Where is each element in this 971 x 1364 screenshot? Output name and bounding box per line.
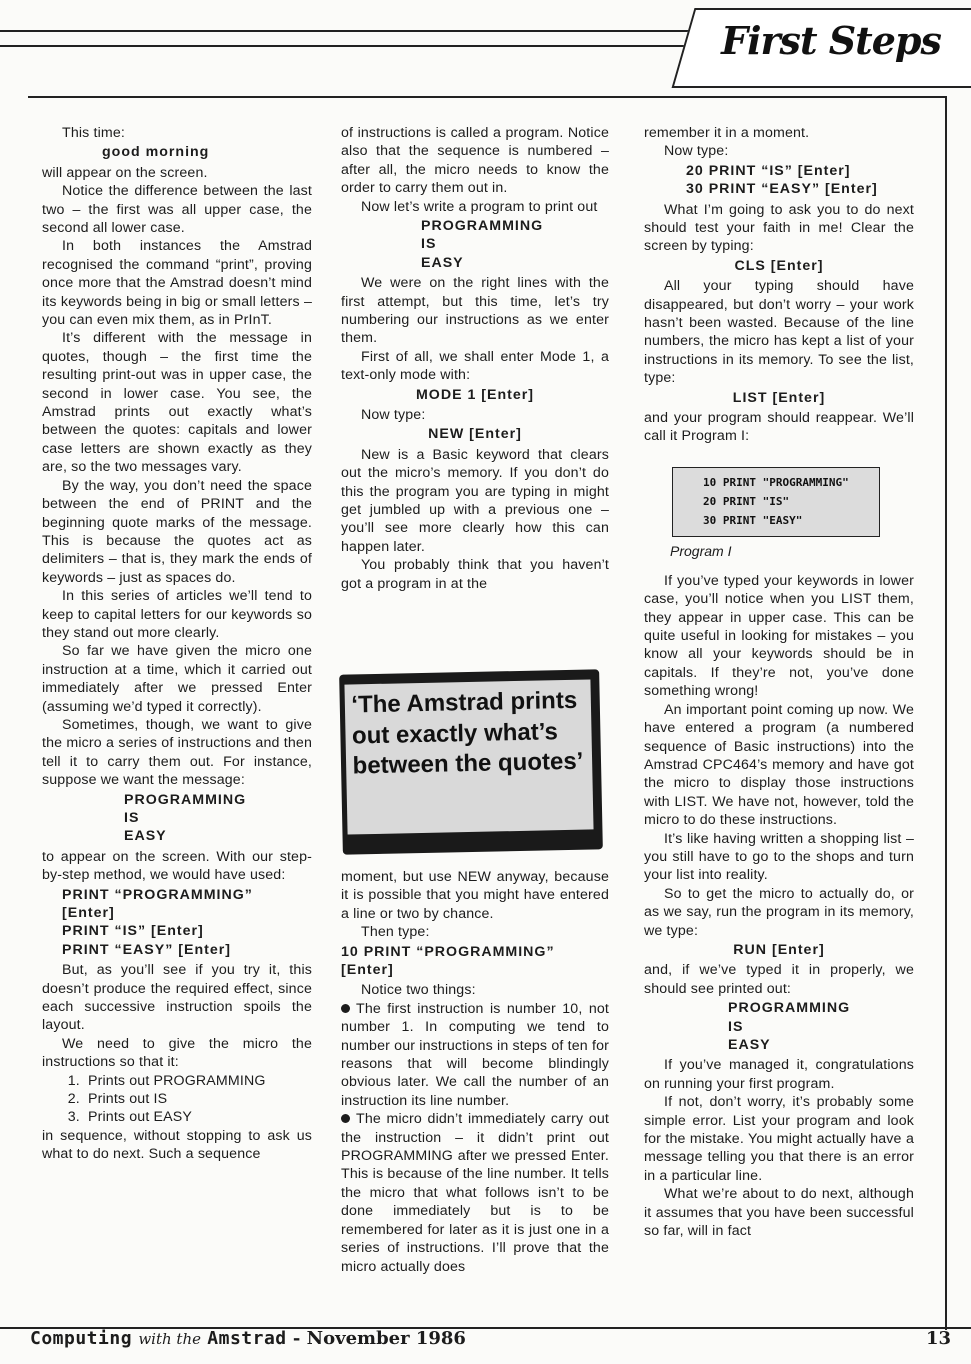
paragraph: In this series of articles we’ll tend to keep to capital letters for our keywords so they stand out more clearly. xyxy=(42,588,312,641)
paragraph: An important point coming up now. We have entered a program (a numbered sequence of Basic instructions) into the Amstrad CPC464’s memory and have got the micro to display those instructions with LIST. We have not, however, told the micro to do these instructions. xyxy=(644,701,914,829)
paragraph: Notice the difference between the last two – the first was all upper case, the second all lower case. xyxy=(42,183,312,237)
code-block xyxy=(644,941,914,959)
code-line: PROGRAMMING xyxy=(124,791,247,808)
code-block xyxy=(644,257,914,275)
numbered-list xyxy=(42,1072,312,1127)
column-2-top xyxy=(341,124,609,593)
paragraph: of instructions is called a program. Notice also that the sequence is numbered – after all, the micro needs to know the order to carry them out in. xyxy=(341,125,609,197)
paragraph: If you’ve managed it, congratulations on running your first program. xyxy=(644,1057,914,1092)
paragraph: It’s like having written a shopping list – you still have to go to the shops and turn your list into reality. xyxy=(644,830,914,884)
paragraph: and your program should reappear. We’ll call it Program I: xyxy=(644,410,914,445)
magazine-name-part2: Amstrad xyxy=(207,1328,287,1349)
paragraph: If not, don’t worry, it’s probably some simple error. List your program and look for the mistake. You might actually have a message telling you that there is an error in a particular line. xyxy=(644,1094,914,1184)
code-line: 30 PRINT “EASY” [Enter] xyxy=(686,181,878,198)
code-line: PRINT “PROGRAMMING” xyxy=(62,886,253,903)
paragraph: So far we have given the micro one instruction at a time, which it carried out immediately after we pressed Enter (assuming we’d typed it correctly). xyxy=(42,643,312,715)
paragraph: Then type: xyxy=(361,924,430,941)
column-3 xyxy=(644,124,914,1240)
listing-line: 10 PRINT "PROGRAMMING" xyxy=(703,476,849,489)
listing-line: 30 PRINT "EASY" xyxy=(703,514,803,527)
paragraph: Now type: xyxy=(361,407,426,424)
code-line: IS xyxy=(728,1018,744,1035)
paragraph: What I’m going to ask you to do next should test your faith in me! Clear the screen by typing: xyxy=(644,201,914,255)
paragraph: We need to give the micro the instructions so that it: xyxy=(42,1035,312,1071)
header-rule-bottom xyxy=(0,45,692,47)
magazine-name-with: with the xyxy=(138,1330,201,1348)
code-line: 10 PRINT “PROGRAMMING” xyxy=(341,943,555,960)
code-block xyxy=(341,217,609,272)
bullet-paragraph xyxy=(341,1110,609,1276)
code-block xyxy=(644,999,914,1054)
code-block xyxy=(42,143,312,161)
paragraph: What we’re about to do next, although it assumes that you have been successful so far, will in fact xyxy=(644,1186,914,1239)
listing-caption: Program I xyxy=(670,543,732,559)
paragraph: First of all, we shall enter Mode 1, a text-only mode with: xyxy=(341,348,609,384)
paragraph: remember it in a moment. xyxy=(644,125,810,141)
bullet-icon xyxy=(341,1114,350,1123)
paragraph: and, if we’ve typed it in properly, we should see printed out: xyxy=(644,962,914,997)
paragraph: to appear on the screen. With our step-by-step method, we would have used: xyxy=(42,848,312,884)
code-line: RUN [Enter] xyxy=(733,941,825,958)
paragraph: All your typing should have disappeared, but don’t worry – your work hasn’t been wasted. Because of the line numbers, the micro has kept a list of your instructions in its memory. To see the list, type: xyxy=(644,278,914,387)
paragraph: New is a Basic keyword that clears out the micro’s memory. If you don’t do this the program you are typing in might get jumbled up with a previous one – you’ll see more clearly how this can happen later. xyxy=(341,446,609,555)
code-line: PROGRAMMING xyxy=(421,218,544,235)
paragraph: in sequence, without stopping to ask us what to do next. Such a sequence xyxy=(42,1127,312,1163)
code-line: CLS [Enter] xyxy=(734,257,824,274)
magazine-name-part1: Computing xyxy=(30,1328,133,1349)
code-block xyxy=(341,386,609,404)
paragraph: Now type: xyxy=(664,143,729,160)
paragraph: If you’ve typed your keywords in lower case, you’ll notice when you LIST them, they appear in upper case. This can be quite useful in looking for mistakes – you know all your keywords should be in capitals. If they’re not, you’ve done something wrong! xyxy=(644,572,914,700)
code-block xyxy=(42,886,312,960)
paragraph: In both instances the Amstrad recognised the command “print”, proving once more that the Amstrad doesn’t mind its keywords being in big or small letters – you can even mix them, as in PrInT. xyxy=(42,238,312,329)
paragraph: Now let’s write a program to print out xyxy=(361,198,598,215)
code-block xyxy=(644,389,914,407)
code-block xyxy=(341,425,609,443)
code-line: good morning xyxy=(102,144,210,161)
footer-masthead xyxy=(30,1328,466,1349)
pull-quote-text: ‘The Amstrad prints out exactly what’s between the quotes’ xyxy=(351,686,584,780)
section-title: First Steps xyxy=(721,18,941,63)
paragraph: Notice two things: xyxy=(361,982,476,999)
paragraph: This time: xyxy=(62,125,125,141)
code-line: EASY xyxy=(124,828,167,845)
paragraph: Sometimes, though, we want to give the micro a series of instructions and then tell it to carry them out. For instance, suppose we want the message: xyxy=(42,716,312,789)
issue-date: - November 1986 xyxy=(292,1328,466,1349)
code-line: LIST [Enter] xyxy=(732,389,826,406)
code-line: EASY xyxy=(421,254,464,271)
code-block xyxy=(341,943,609,980)
code-block xyxy=(644,162,914,199)
paragraph: You probably think that you haven’t got a program in at the xyxy=(341,557,609,592)
code-line: [Enter] xyxy=(62,904,115,921)
bullet-paragraph xyxy=(341,1000,609,1110)
paragraph: But, as you’ll see if you try it, this doesn’t produce the required effect, since each successive instruction spoils the layout. xyxy=(42,962,312,1034)
code-line: EASY xyxy=(728,1036,771,1053)
code-line: PROGRAMMING xyxy=(728,1000,851,1017)
paragraph: moment, but use NEW anyway, because it is possible that you might have entered a line or two by chance. xyxy=(341,869,609,922)
code-line: PRINT “IS” [Enter] xyxy=(62,923,204,940)
paragraph: will appear on the screen. xyxy=(42,164,208,181)
code-line: IS xyxy=(421,236,437,253)
bullet-text: The first instruction is number 10, not number 1. In computing we tend to number our instructions in steps of ten for reasons that will become blindingly obvious later. We call the number of an instruction its line number. xyxy=(341,1000,609,1109)
column-2-bottom xyxy=(341,868,609,1276)
list-item: 2. Prints out IS xyxy=(84,1090,312,1108)
bullet-text: The micro didn’t immediately carry out the instruction – it didn’t print out PROGRAMMING after we pressed Enter. This is because of the line number. It tells the micro that what follows isn’t to be done immediately but is to be remembered for later as it is just one in a series of instructions. I’ll prove that the micro actually does xyxy=(341,1111,609,1275)
header-rule-top xyxy=(0,30,700,32)
code-line: IS xyxy=(124,810,140,826)
paragraph: So to get the micro to actually do, or as we say, run the program in its memory, we type: xyxy=(644,885,914,939)
list-item: 3. Prints out EASY xyxy=(84,1108,312,1126)
code-block xyxy=(42,791,312,846)
paragraph: It’s different with the message in quotes, though – the first time the resulting print-out was in upper case, the second in lower case. You see, the Amstrad prints out exactly what’s between the quotes: capitals and lower case letters are shown exactly as they are, so the two messages vary. xyxy=(42,330,312,476)
listing-line: 20 PRINT "IS" xyxy=(703,495,790,508)
list-item: 1. Prints out PROGRAMMING xyxy=(84,1072,312,1090)
paragraph: We were on the right lines with the first attempt, but this time, let’s try numbering our instructions as we enter them. xyxy=(341,275,609,347)
code-line: NEW [Enter] xyxy=(428,426,522,443)
bullet-icon xyxy=(341,1004,350,1013)
code-line: 20 PRINT “IS” [Enter] xyxy=(686,162,851,179)
column-1 xyxy=(42,124,312,1164)
code-line: PRINT “EASY” [Enter] xyxy=(62,941,231,958)
code-line: [Enter] xyxy=(341,962,394,979)
page-number: 13 xyxy=(926,1328,952,1349)
code-line: MODE 1 [Enter] xyxy=(415,386,535,403)
paragraph: By the way, you don’t need the space between the end of PRINT and the beginning quote marks of the message. This is because the quotes act as delimiters – that is, they mark the ends of keywords – just as spaces do. xyxy=(42,477,312,586)
program-listing xyxy=(672,467,880,537)
